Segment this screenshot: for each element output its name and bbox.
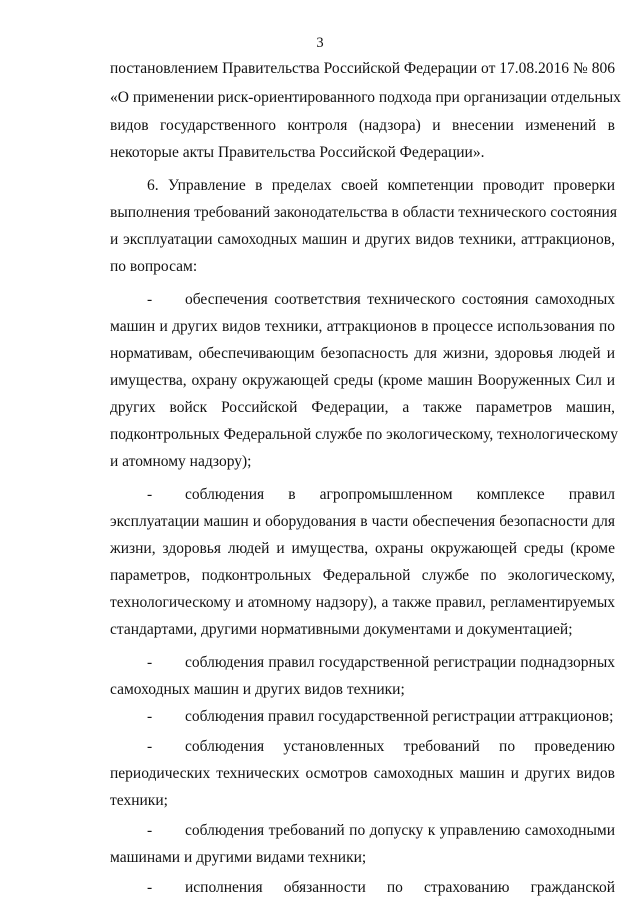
list-item-line: стандартами, другими нормативными документами и документацией; bbox=[110, 621, 573, 638]
paragraph-line: некоторые акты Правительства Российской Федерации». bbox=[110, 144, 485, 161]
list-item-line: подконтрольных Федеральной службе по экологическому, технологическому bbox=[110, 426, 619, 443]
list-item-line: периодических технических осмотров самоходных машин и других видов bbox=[110, 765, 615, 782]
paragraph-line: видов государственного контроля (надзора) и внесении изменений в bbox=[110, 117, 615, 134]
list-dash: - bbox=[147, 879, 153, 896]
paragraph-line: выполнения требований законодательства в области технического состояния bbox=[110, 204, 617, 221]
list-dash: - bbox=[147, 486, 153, 503]
list-item-line: соблюдения установленных требований по проведению bbox=[185, 738, 615, 755]
list-item-line: соблюдения правил государственной регистрации аттракционов; bbox=[185, 708, 614, 725]
list-dash: - bbox=[147, 291, 153, 308]
paragraph-line: и эксплуатации самоходных машин и других видов техники, аттракционов, bbox=[110, 231, 615, 248]
paragraph-line: «О применении риск-ориентированного подхода при организации отдельных bbox=[110, 89, 621, 106]
list-dash: - bbox=[147, 708, 153, 725]
list-item-line: и атомному надзору); bbox=[110, 453, 252, 470]
list-item-line: других войск Российской Федерации, а также параметров машин, bbox=[110, 399, 615, 416]
list-dash: - bbox=[147, 822, 153, 839]
list-item-line: параметров, подконтрольных Федеральной службе по экологическому, bbox=[110, 567, 615, 584]
list-item-line: жизни, здоровья людей и имущества, охраны окружающей среды (кроме bbox=[110, 540, 615, 557]
list-item-line: соблюдения в агропромышленном комплексе правил bbox=[185, 486, 615, 503]
list-item-line: машинами и другими видами техники; bbox=[110, 849, 367, 866]
list-item-line: исполнения обязанности по страхованию гражданской bbox=[185, 879, 615, 896]
paragraph-line: 6. Управление в пределах своей компетенции проводит проверки bbox=[147, 177, 615, 194]
page-number: 3 bbox=[316, 35, 324, 51]
list-item-line: имущества, охрану окружающей среды (кроме машин Вооруженных Сил и bbox=[110, 372, 615, 389]
list-item-line: эксплуатации машин и оборудования в части обеспечения безопасности для bbox=[110, 513, 615, 530]
paragraph-line: постановлением Правительства Российской Федерации от 17.08.2016 № 806 bbox=[110, 60, 615, 77]
list-item-line: соблюдения правил государственной регистрации поднадзорных bbox=[185, 654, 615, 671]
list-item-line: обеспечения соответствия технического состояния самоходных bbox=[185, 291, 615, 308]
list-item-line: машин и других видов техники, аттракционов в процессе использования по bbox=[110, 318, 615, 335]
list-item-line: технологическому и атомному надзору), а также правил, регламентируемых bbox=[110, 594, 615, 611]
list-dash: - bbox=[147, 654, 153, 671]
list-dash: - bbox=[147, 738, 153, 755]
list-item-line: соблюдения требований по допуску к управлению самоходными bbox=[185, 822, 615, 839]
list-item-line: нормативам, обеспечивающим безопасность для жизни, здоровья людей и bbox=[110, 345, 615, 362]
list-item-line: самоходных машин и других видов техники; bbox=[110, 681, 405, 698]
list-item-line: техники; bbox=[110, 792, 168, 809]
paragraph-line: по вопросам: bbox=[110, 258, 198, 275]
